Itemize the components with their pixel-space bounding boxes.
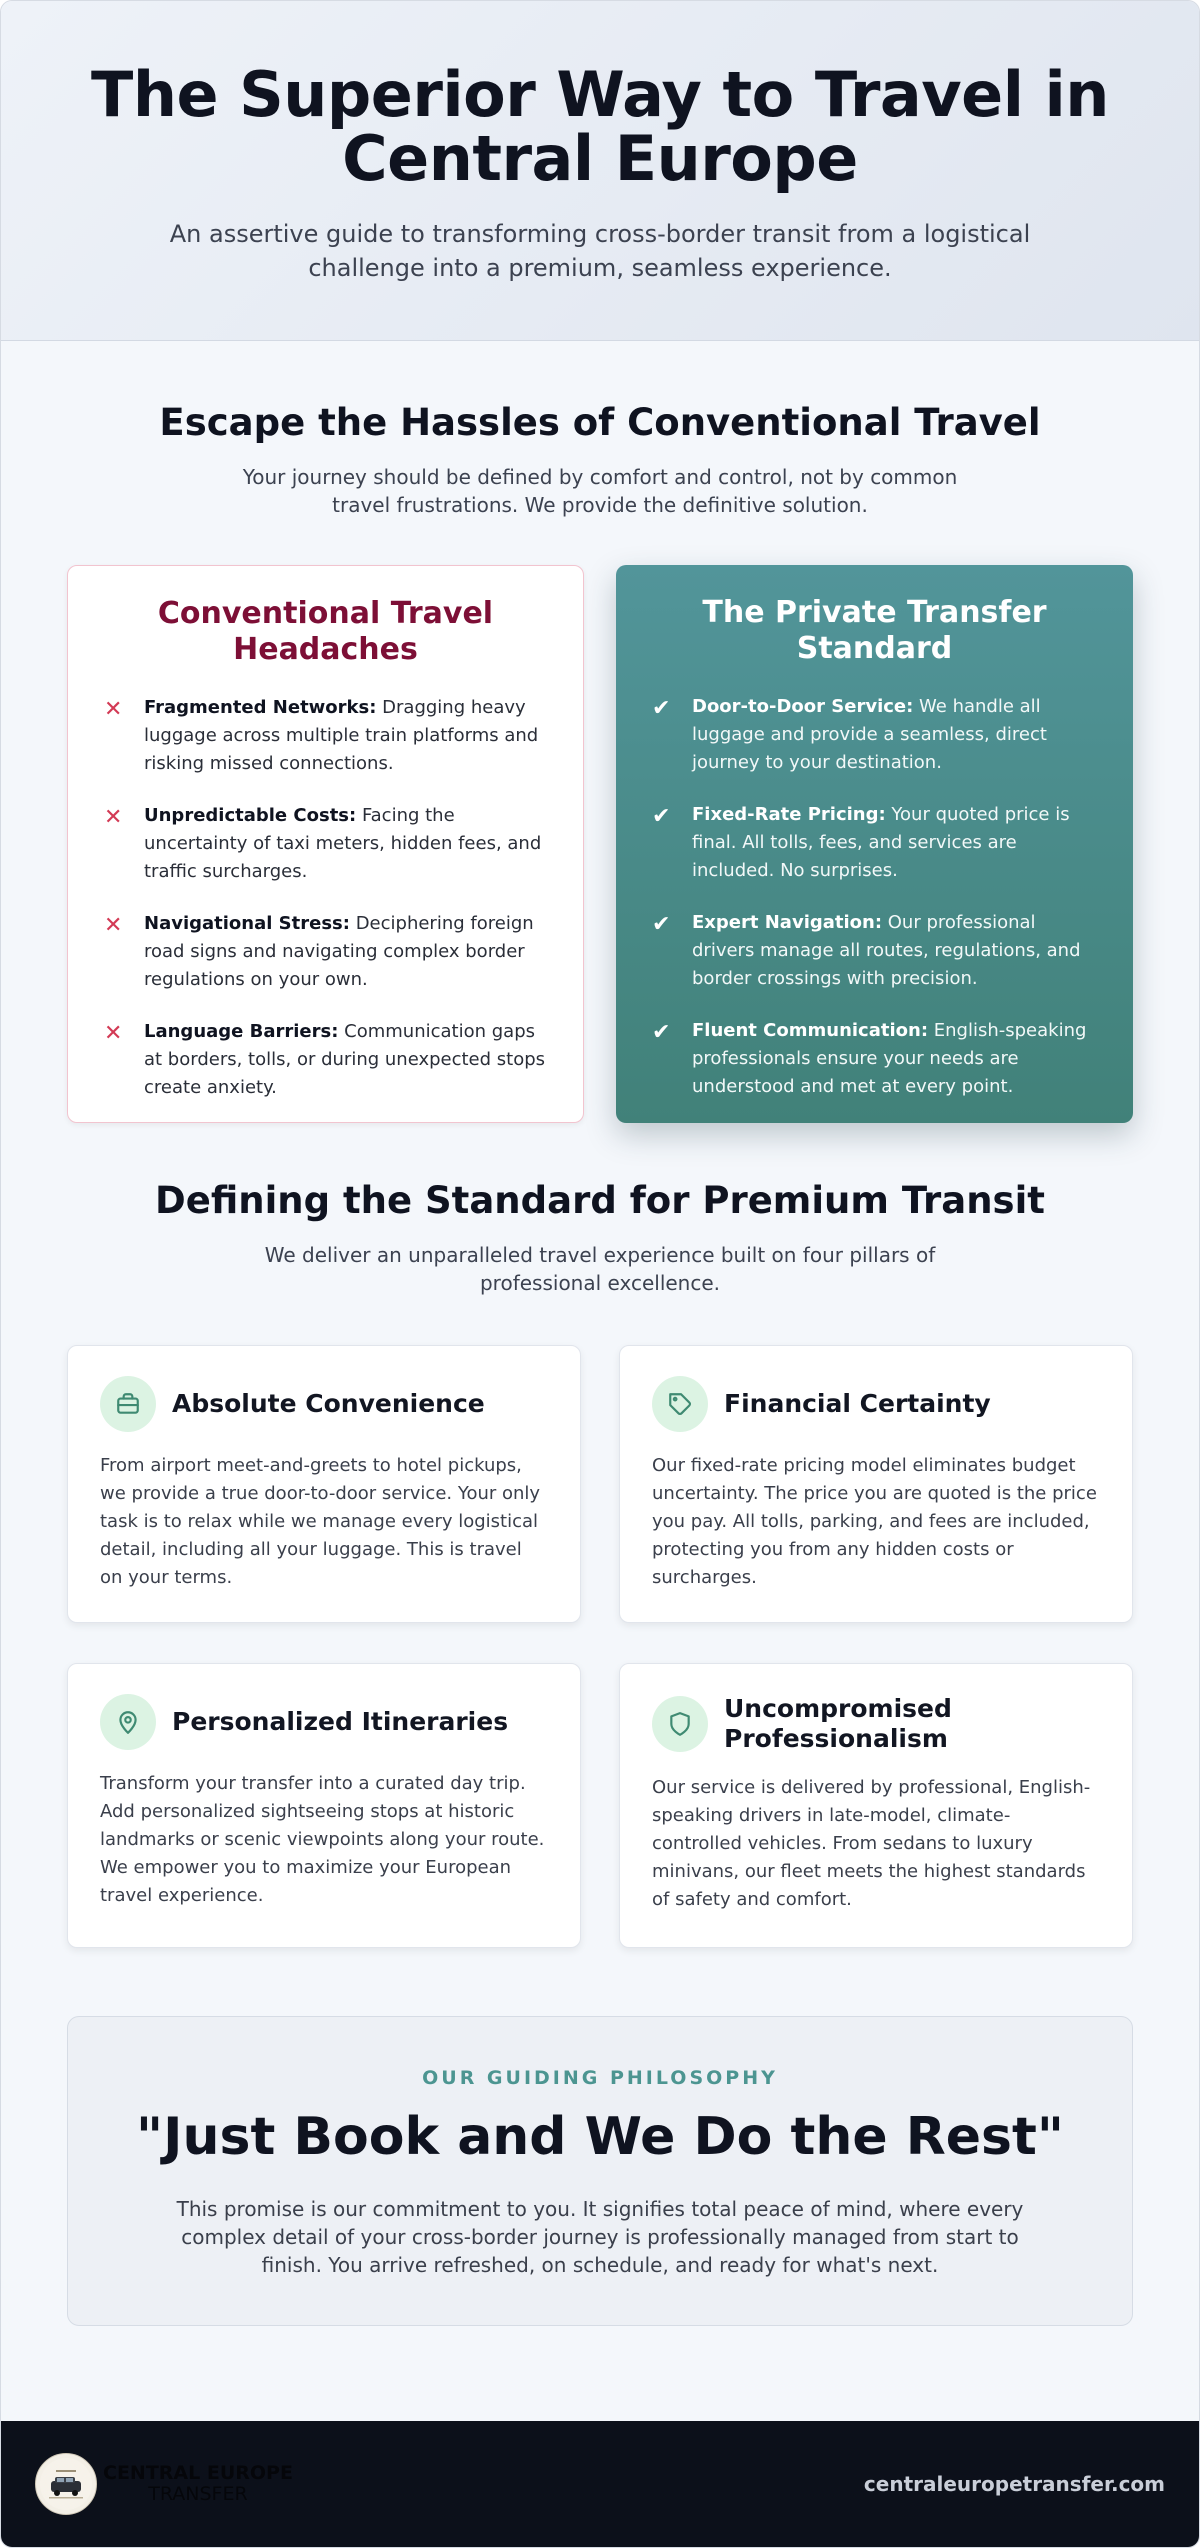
item-text: We handle all luggage and provide a seamless, direct journey to your destination. [692,696,1047,773]
pillar-card-professionalism [619,1663,1133,1948]
price-tag-icon [652,1376,708,1432]
item-label: Fragmented Networks: [144,697,377,718]
van-logo-icon [35,2453,97,2515]
briefcase-icon [100,1376,156,1432]
item-label: Unpredictable Costs: [144,805,357,826]
item-text: Communication gaps at borders, tolls, or during unexpected stops create anxiety. [144,1021,546,1098]
item-label: Expert Navigation: [692,912,883,933]
hero [1,1,1199,341]
x-icon: ✕ [104,805,123,830]
check-icon: ✔ [652,912,671,937]
map-pin-icon [100,1694,156,1750]
shield-icon [652,1696,708,1752]
item-text: Dragging heavy luggage across multiple train platforms and risking missed connections. [144,697,539,774]
comparison [67,565,1133,1123]
item-text: Your quoted price is final. All tolls, fees, and services are included. No surprises. [692,804,1070,881]
pillar-body: Transform your transfer into a curated day trip. Add personalized sightseeing stops at historic landmarks or scenic viewpoints along your route. We empower you to maximize your European travel experience. [100,1773,545,1906]
list-item [104,802,547,886]
list-item [104,1018,547,1102]
pillar-card-itineraries [67,1663,581,1948]
item-text: Deciphering foreign road signs and navigating complex border regulations on your own. [144,913,534,990]
pillar-card-financial [619,1345,1133,1623]
pillars-grid [67,1345,1133,1948]
pillar-title: Personalized Itineraries [172,1707,509,1736]
list-item [652,693,1097,777]
pillar-body: Our service is delivered by professional, English-speaking drivers in late-model, climate-controlled vehicles. From sedans to luxury minivans, our fleet meets the highest standards of safety and comfort. [652,1777,1091,1910]
footer [1,2421,1199,2547]
website-link[interactable]: centraleuropetransfer.com [863,2472,1165,2496]
list-item [652,1017,1097,1101]
list-item [652,801,1097,885]
pillars-title: Defining the Standard for Premium Transit [155,1179,1045,1222]
item-label: Navigational Stress: [144,913,350,934]
hero-subtitle: An assertive guide to transforming cross-border transit from a logistical challenge into a premium, seamless experience. [169,220,1031,282]
philosophy-panel [67,2016,1133,2326]
private-title: The Private Transfer Standard [702,595,1047,666]
philosophy-body: This promise is our commitment to you. It signifies total peace of mind, where every complex detail of your cross-border journey is professionally managed from start to finish. You arrive refreshed, on schedule, and ready for what's next. [176,2197,1024,2277]
conventional-card [67,565,584,1123]
brand-subname: TRANSFER [148,2483,248,2505]
pillar-title: Uncompromised Professionalism [724,1694,952,1753]
check-icon: ✔ [652,1020,671,1045]
philosophy-quote: "Just Book and We Do the Rest" [136,2107,1064,2167]
x-icon: ✕ [104,1021,123,1046]
item-label: Fixed-Rate Pricing: [692,804,886,825]
page-title: The Superior Way to Travel in Central Europe [91,58,1109,195]
item-text: Facing the uncertainty of taxi meters, hidden fees, and traffic surcharges. [144,805,542,882]
pillar-body: From airport meet-and-greets to hotel pickups, we provide a true door-to-door service. Your only task is to relax while we manage every logistical detail, including all your luggage. This is travel on your terms. [100,1455,541,1588]
brand-name: CENTRAL EUROPE [103,2462,293,2484]
private-transfer-card [616,565,1133,1123]
pillar-body: Our fixed-rate pricing model eliminates budget uncertainty. The price you are quoted is the price you pay. All tolls, parking, and fees are included, protecting you from any hidden costs or surcharges. [652,1455,1097,1588]
item-label: Door-to-Door Service: [692,696,914,717]
escape-subtitle: Your journey should be defined by comfort and control, not by common travel frustrations. We provide the definitive solution. [242,465,958,517]
item-text: Our professional drivers manage all routes, regulations, and border crossings with precision. [692,912,1081,989]
item-label: Fluent Communication: [692,1020,929,1041]
pillars-section [1,1123,1199,1948]
x-icon: ✕ [104,913,123,938]
list-item [104,910,547,994]
item-label: Language Barriers: [144,1021,339,1042]
list-item [104,694,547,778]
pillar-title: Financial Certainty [724,1389,991,1418]
pillar-card-convenience [67,1345,581,1623]
list-item [652,909,1097,993]
escape-section [1,341,1199,1123]
check-icon: ✔ [652,696,671,721]
conventional-title: Conventional Travel Headaches [157,596,494,667]
pillar-title: Absolute Convenience [172,1389,485,1418]
philosophy-kicker: OUR GUIDING PHILOSOPHY [422,2067,778,2089]
pillars-subtitle: We deliver an unparalleled travel experience built on four pillars of professional excellence. [264,1243,936,1295]
escape-title: Escape the Hassles of Conventional Travel [159,401,1041,444]
x-icon: ✕ [104,697,123,722]
check-icon: ✔ [652,804,671,829]
item-text: English-speaking professionals ensure your needs are understood and met at every point. [692,1020,1087,1097]
brand[interactable] [35,2453,293,2515]
